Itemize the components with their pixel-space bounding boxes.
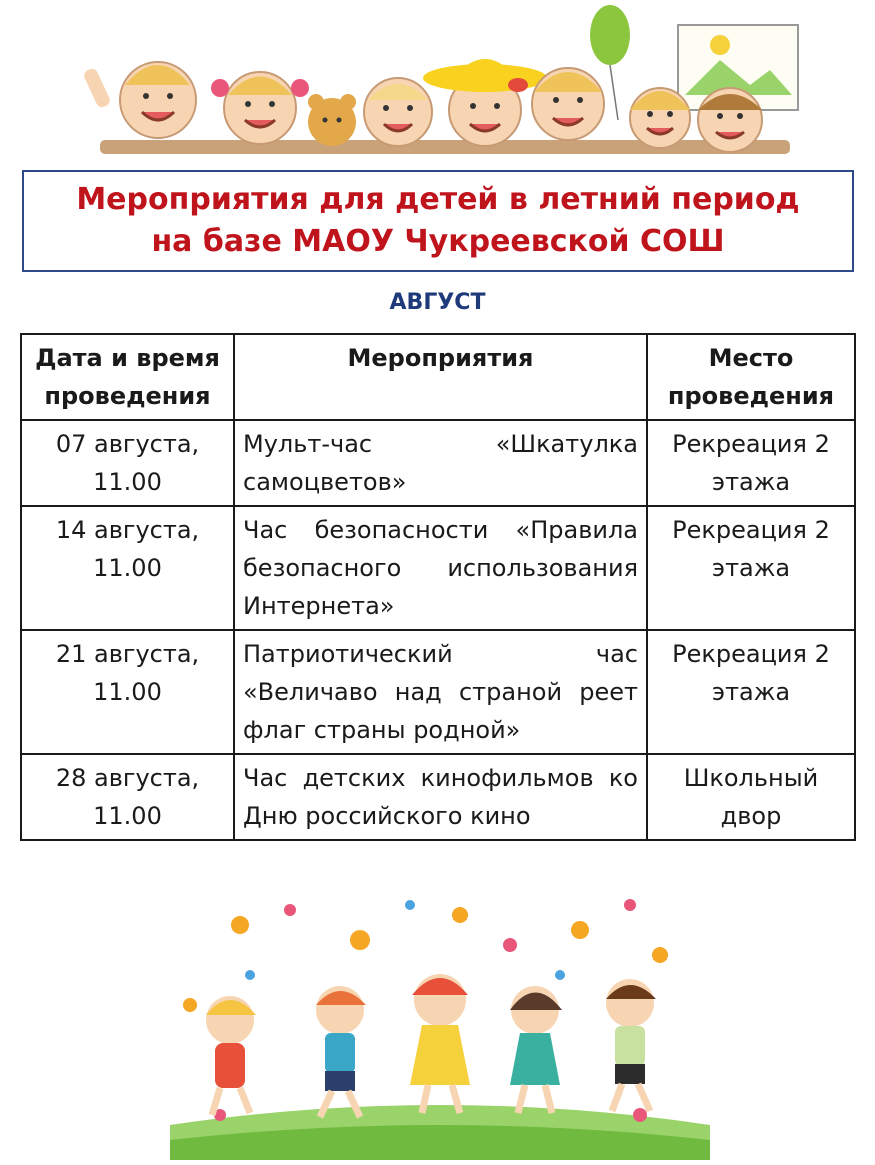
page-title-line-1: Мероприятия для детей в летний период xyxy=(76,182,800,217)
column-header-event: Мероприятия xyxy=(234,334,647,420)
event-title: Час детских кинофильмов ко Дню российского кино xyxy=(234,754,647,840)
table-header-row xyxy=(21,334,855,420)
event-date: 14 августа, 11.00 xyxy=(21,506,234,630)
column-header-place: Место проведения xyxy=(647,334,855,420)
event-title: Патриотический час «Величаво над страной реет флаг страны родной» xyxy=(234,630,647,754)
event-place: Школьный двор xyxy=(647,754,855,840)
children-faces-illustration xyxy=(70,0,810,165)
table-row xyxy=(21,630,855,754)
event-date: 21 августа, 11.00 xyxy=(21,630,234,754)
event-date: 07 августа, 11.00 xyxy=(21,420,234,506)
event-place: Рекреация 2 этажа xyxy=(647,506,855,630)
column-header-date: Дата и время проведения xyxy=(21,334,234,420)
jumping-children-illustration xyxy=(160,885,720,1160)
title-box xyxy=(22,170,854,272)
event-title: Час безопасности «Правила безопасного использования Интернета» xyxy=(234,506,647,630)
events-table xyxy=(20,333,856,841)
table-row xyxy=(21,754,855,840)
event-title: Мульт-час «Шкатулка самоцветов» xyxy=(234,420,647,506)
table-row xyxy=(21,420,855,506)
month-heading: АВГУСТ xyxy=(389,290,486,315)
table-row xyxy=(21,506,855,630)
event-place: Рекреация 2 этажа xyxy=(647,630,855,754)
page-title-line-2: на базе МАОУ Чукреевской СОШ xyxy=(151,224,725,259)
event-date: 28 августа, 11.00 xyxy=(21,754,234,840)
event-place: Рекреация 2 этажа xyxy=(647,420,855,506)
